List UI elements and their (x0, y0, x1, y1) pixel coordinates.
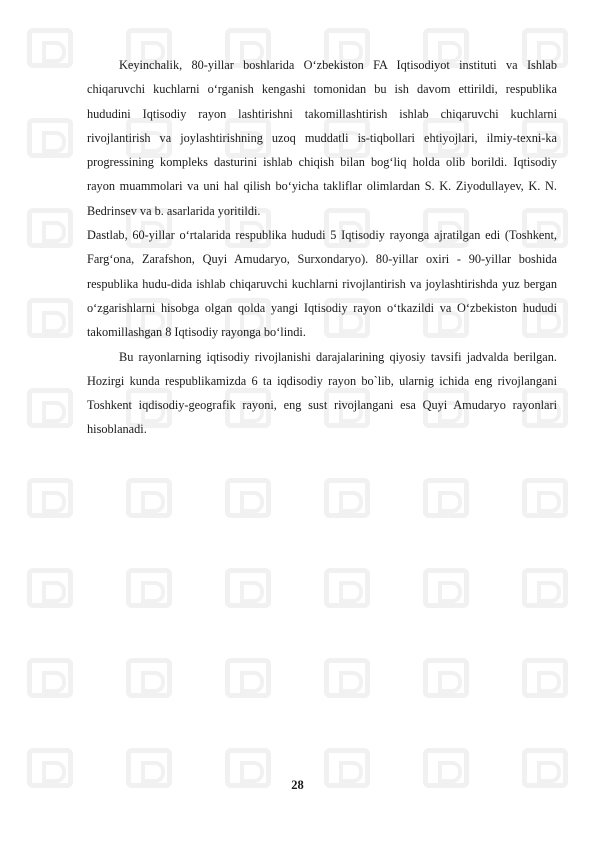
page-number: 28 (291, 778, 304, 792)
paragraph-1: Keyinchalik, 80-yillar boshlarida Oʻzbekiston FA Iqtisodiyot instituti va Ishlab chiqaruvchi kuchlarni oʻrganish kengashi tomonidan bu ish davom ettirildi, respublika hududini Iqtisodiy rayon lashtirishni takomillashtirish ishlab chiqaruvchi kuchlarni rivojlantirish va joylashtirishning uzoq muddatli is-tiqbollari ehtiyojlari, ilmiy-texni-ka progressining kompleks dasturini ishlab chiqish bilan bogʻliq holda olib borildi. Iqtisodiy rayon muammolari va uni hal qilish boʻyicha takliflar olimlardan S. K. Ziyodullayev, K. N. Bedrinsev va b. asarlarida yoritildi. (87, 58, 557, 218)
page-body (87, 53, 557, 442)
paragraph-2: Dastlab, 60-yillar oʻrtalarida respublika hududi 5 Iqtisodiy rayonga ajratilgan edi (Toshkent, Fargʻona, Zarafshon, Quyi Amudaryo, Surxondaryo). 80-yillar oxiri - 90-yillar boshida respublika hudu-dida ishlab chiqaruvchi kuchlarni rivojlantirish va joylashtirishda yuz bergan oʻzgarishlarni hisobga olgan qolda yangi Iqtisodiy rayon oʻtkazildi va Oʻzbekiston hududi takomillashgan 8 Iqtisodiy rayonga boʻlindi. (87, 228, 557, 340)
paragraph-3: Bu rayonlarning iqtisodiy rivojlanishi darajalarining qiyosiy tavsifi jadvalda berilgan. Hozirgi kunda respublikamizda 6 ta iqdisodiy rayon bo`lib, ularnig ichida eng rivojlangani Toshkent iqdisodiy-geografik rayoni, eng sust rivojlangani esa Quyi Amudaryo rayonlari hisoblanadi. (87, 349, 557, 437)
